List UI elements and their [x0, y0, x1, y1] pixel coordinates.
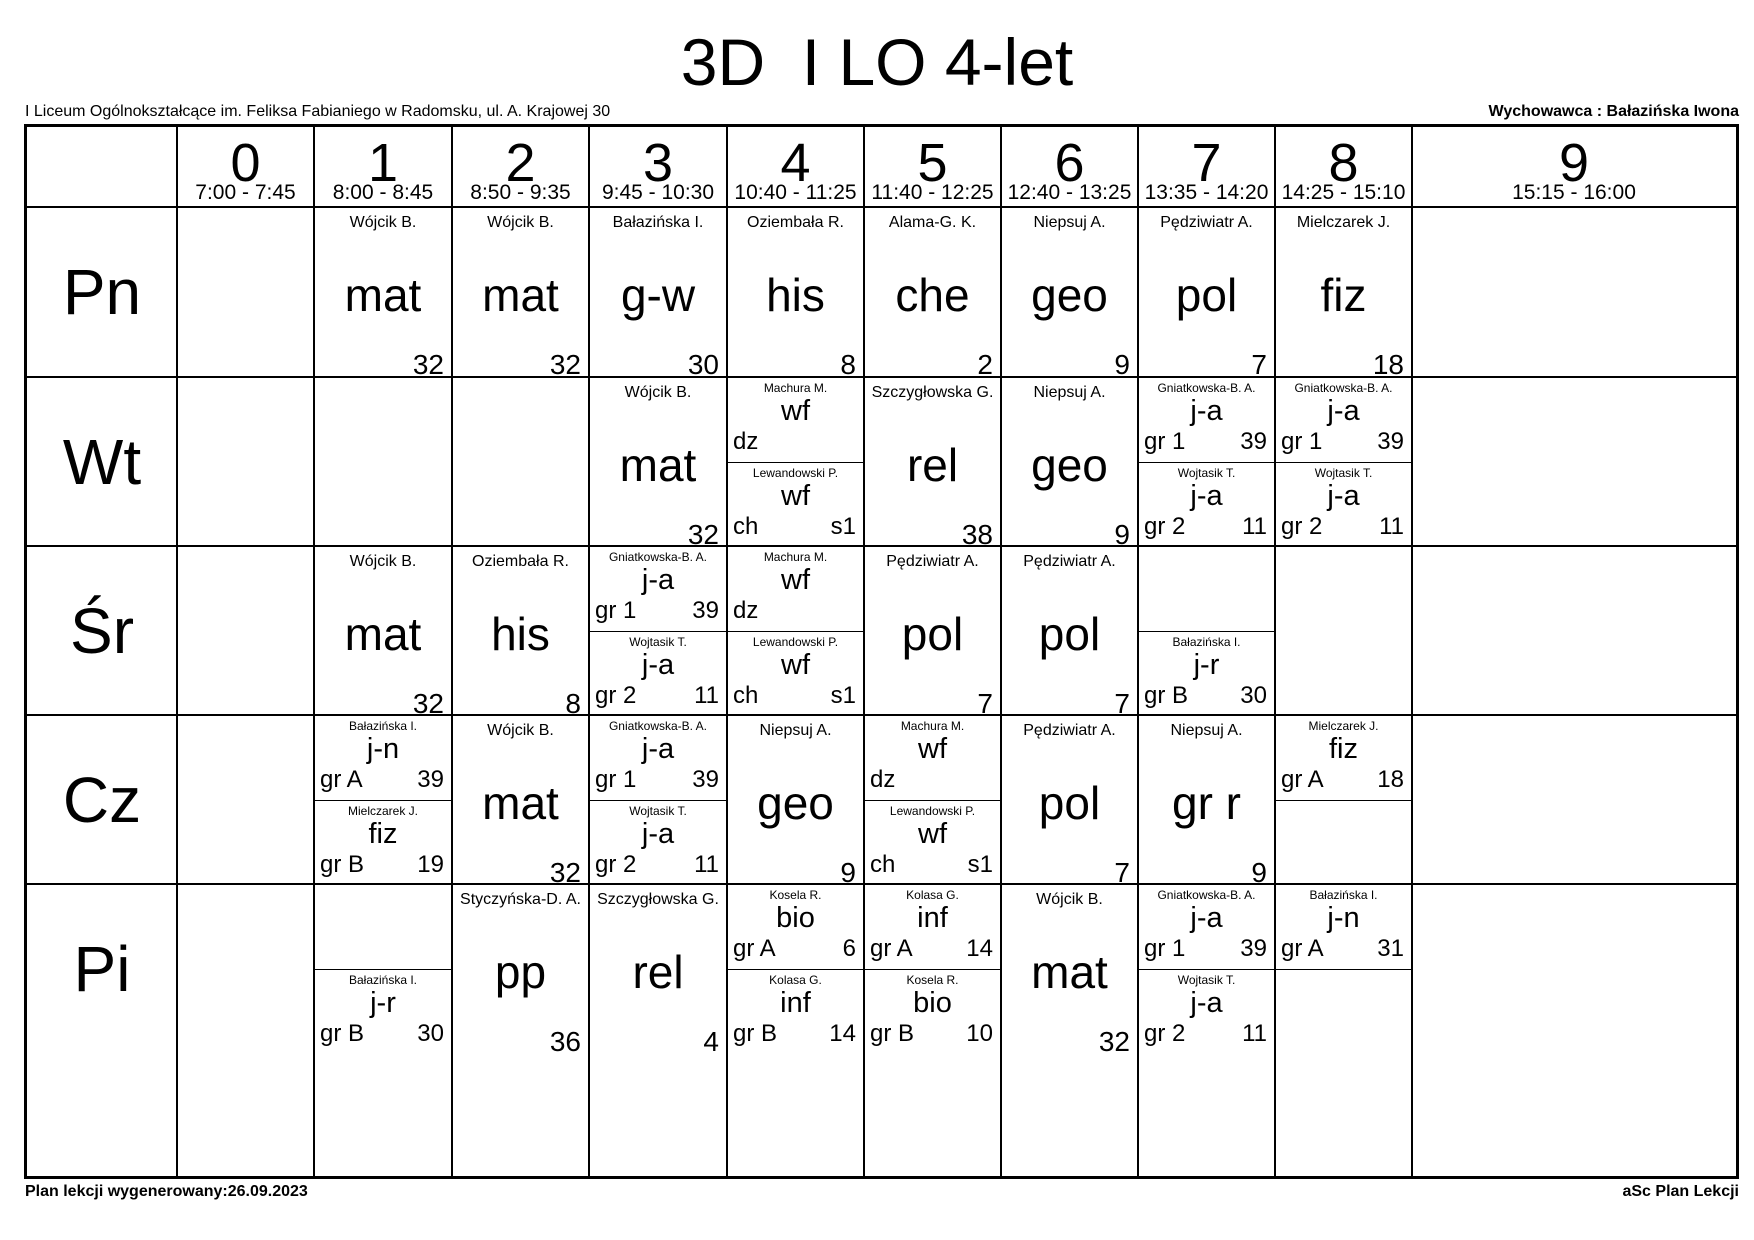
room-number: 9 — [1114, 349, 1130, 377]
group-name: ch — [870, 851, 896, 878]
room-number: 9 — [840, 857, 856, 884]
subject-name: j-a — [641, 818, 675, 850]
lesson-group-cell — [727, 462, 864, 547]
teacher-name: Wójcik B. — [349, 553, 417, 570]
period-header-4 — [727, 127, 864, 207]
group-name: gr 2 — [595, 851, 637, 878]
subject-name: j-r — [370, 987, 396, 1019]
room-number: 14 — [966, 935, 993, 962]
lesson-group-cell — [727, 631, 864, 716]
period-time: 15:15 - 16:00 — [1512, 181, 1636, 204]
lesson-group-cell — [864, 969, 1001, 1054]
teacher-name: Kolasa G. — [769, 973, 822, 987]
lesson-group-cell — [1138, 884, 1275, 969]
room-number: 39 — [692, 766, 719, 793]
lesson-cell — [589, 207, 727, 377]
room-number: 18 — [1377, 766, 1404, 793]
timetable-grid — [24, 124, 1739, 1179]
subject-name: mat — [344, 608, 422, 660]
teacher-name: Szczygłowska G. — [597, 891, 719, 908]
room-number: 30 — [417, 1020, 444, 1047]
group-name: gr A — [320, 766, 363, 793]
teacher-name: Wojtasik T. — [1177, 466, 1236, 480]
subject-name: mat — [482, 269, 559, 321]
lesson-group-cell — [589, 631, 727, 716]
subject-name: j-a — [1190, 395, 1223, 427]
room-number: 7 — [977, 688, 993, 715]
group-name: gr 1 — [595, 597, 637, 624]
room-number: 11 — [1379, 513, 1404, 540]
lesson-cell — [589, 884, 727, 1054]
lesson-group-cell — [314, 715, 452, 800]
teacher-name: Wójcik B. — [349, 214, 417, 231]
subject-name: wf — [781, 649, 810, 681]
subject-name: fiz — [368, 818, 398, 850]
period-time: 9:45 - 10:30 — [601, 181, 715, 204]
teacher-name: Kosela R. — [769, 888, 822, 902]
teacher-name: Alama-G. K. — [888, 214, 977, 231]
room-number: 11 — [694, 851, 719, 878]
lesson-group-cell — [589, 800, 727, 885]
room-number: 11 — [1242, 1020, 1267, 1047]
period-header-2 — [452, 127, 589, 207]
group-name: dz — [733, 428, 759, 455]
room-number: 32 — [687, 519, 719, 546]
room-number: 8 — [565, 688, 581, 715]
period-time: 8:00 - 8:45 — [332, 181, 434, 204]
subject-name: wf — [918, 818, 947, 850]
lesson-cell — [1001, 377, 1138, 546]
lesson-group-cell — [1275, 462, 1412, 547]
lesson-group-cell — [1138, 462, 1275, 547]
teacher-name: Pędziwiatr A. — [1160, 214, 1253, 231]
lesson-cell — [1001, 884, 1138, 1054]
period-header-3 — [589, 127, 727, 207]
group-name: gr 2 — [1144, 513, 1186, 540]
group-name: gr B — [733, 1020, 778, 1047]
room-number: s1 — [830, 682, 856, 709]
lesson-group-cell — [1275, 884, 1412, 969]
room-number: 11 — [1242, 513, 1267, 540]
teacher-name: Mielczarek J. — [1308, 719, 1379, 733]
room-number: 32 — [549, 857, 581, 884]
period-header-8 — [1275, 127, 1412, 207]
group-name: gr 1 — [1144, 935, 1186, 962]
room-number: 4 — [703, 1026, 719, 1054]
period-number: 8 — [1328, 133, 1359, 193]
room-number: s1 — [830, 513, 856, 540]
room-number: 6 — [842, 935, 856, 962]
period-header-5 — [864, 127, 1001, 207]
software-name: aSc Plan Lekcji — [1622, 1183, 1739, 1200]
period-header-0 — [177, 127, 314, 207]
subject-name: geo — [1031, 439, 1108, 491]
teacher-name: Lewandowski P. — [889, 804, 976, 818]
lesson-group-cell — [1138, 377, 1275, 462]
teacher-name: Gniatkowska-B. A. — [608, 550, 708, 564]
teacher-name: Wójcik B. — [487, 214, 554, 231]
subject-name: mat — [1031, 946, 1108, 998]
room-number: 7 — [1114, 857, 1130, 884]
lesson-group-cell — [727, 377, 864, 462]
lesson-cell — [727, 715, 864, 884]
subject-name: wf — [781, 395, 810, 427]
lesson-cell — [452, 884, 589, 1054]
lesson-cell — [1001, 546, 1138, 715]
subject-name: j-a — [1190, 480, 1223, 512]
day-label-Pi: Pi — [73, 933, 131, 1005]
group-name: gr B — [870, 1020, 915, 1047]
lesson-group-cell — [727, 969, 864, 1054]
subject-name: wf — [918, 733, 947, 765]
room-number: 39 — [1240, 935, 1267, 962]
room-number: 19 — [417, 851, 444, 878]
subject-name: pol — [1175, 269, 1238, 321]
subject-name: rel — [632, 946, 684, 998]
subject-name: pol — [1038, 608, 1101, 660]
subject-name: j-a — [641, 649, 675, 681]
lesson-group-cell — [727, 884, 864, 969]
lesson-cell — [589, 377, 727, 546]
teacher-name: Pędziwiatr A. — [1023, 722, 1116, 739]
subject-name: j-a — [1190, 902, 1223, 934]
subject-name: mat — [344, 269, 422, 321]
teacher-name: Niepsuj A. — [1033, 214, 1106, 231]
teacher-name: Bałazińska I. — [1309, 888, 1378, 902]
subject-name: j-n — [1327, 902, 1360, 934]
subject-name: g-w — [620, 269, 696, 321]
subject-name: j-a — [1327, 480, 1360, 512]
group-name: gr A — [1281, 935, 1324, 962]
subject-name: j-a — [641, 733, 675, 765]
room-number: 32 — [412, 349, 444, 377]
period-number: 5 — [917, 133, 948, 193]
teacher-name: Wójcik B. — [624, 384, 692, 401]
subject-name: pp — [494, 946, 547, 998]
room-number: 9 — [1251, 857, 1267, 884]
period-number: 3 — [642, 133, 674, 193]
period-time: 14:25 - 15:10 — [1281, 181, 1406, 204]
subject-name: his — [491, 608, 550, 660]
teacher-name: Bałazińska I. — [1172, 635, 1241, 649]
subject-name: geo — [757, 777, 834, 829]
lesson-cell — [864, 546, 1001, 715]
teacher-name: Kosela R. — [906, 973, 959, 987]
teacher-name: Wojtasik T. — [629, 635, 687, 649]
lesson-cell — [452, 715, 589, 884]
school-name: I Liceum Ogólnokształcące im. Feliksa Fabianiego w Radomsku, ul. A. Krajowej 30 — [25, 103, 611, 120]
lesson-cell — [452, 207, 589, 377]
period-header-1 — [314, 127, 452, 207]
day-label-Wt: Wt — [62, 425, 142, 498]
period-number: 6 — [1054, 133, 1085, 193]
lesson-cell — [864, 207, 1001, 377]
room-number: 38 — [961, 519, 993, 546]
group-name: gr A — [870, 935, 913, 962]
period-number: 7 — [1191, 133, 1222, 193]
subject-name: fiz — [1320, 269, 1367, 321]
subject-name: wf — [781, 480, 810, 512]
teacher-name: Szczygłowska G. — [871, 384, 994, 401]
subject-name: gr r — [1172, 777, 1241, 829]
teacher-name: Gniatkowska-B. A. — [608, 719, 708, 733]
teacher-name: Machura M. — [763, 550, 828, 564]
period-number: 0 — [230, 133, 261, 193]
subject-name: inf — [917, 902, 948, 934]
teacher-name: Lewandowski P. — [752, 635, 839, 649]
teacher-name: Niepsuj A. — [1033, 384, 1106, 401]
room-number: 11 — [694, 682, 719, 709]
lesson-group-cell — [864, 715, 1001, 800]
room-number: 39 — [692, 597, 719, 624]
group-name: gr 1 — [1144, 428, 1186, 455]
lesson-cell — [727, 207, 864, 377]
teacher-name: Bałazińska I. — [348, 973, 418, 987]
period-time: 11:40 - 12:25 — [871, 181, 994, 204]
subject-name: rel — [906, 439, 959, 491]
lesson-cell — [1001, 207, 1138, 377]
room-number: 36 — [549, 1026, 581, 1054]
period-header-6 — [1001, 127, 1138, 207]
group-name: gr B — [320, 1020, 365, 1047]
lesson-group-cell — [314, 969, 452, 1054]
timetable-title: 3D I LO 4-let — [680, 25, 1074, 99]
lesson-cell — [1275, 207, 1412, 377]
room-number: 7 — [1114, 688, 1130, 715]
subject-name: j-a — [1190, 987, 1223, 1019]
period-time: 13:35 - 14:20 — [1144, 181, 1269, 204]
day-label-Cz: Cz — [62, 763, 142, 836]
day-label-Pn: Pn — [62, 256, 142, 328]
teacher-name: Wojtasik T. — [1314, 466, 1373, 480]
room-number: s1 — [967, 851, 993, 878]
room-number: 30 — [1240, 682, 1267, 709]
group-name: dz — [870, 766, 896, 793]
teacher-name: Mielczarek J. — [347, 804, 418, 818]
subject-name: wf — [781, 564, 810, 596]
split-divider — [1275, 969, 1412, 970]
lesson-cell — [452, 546, 589, 715]
group-name: gr 2 — [595, 682, 637, 709]
teacher-name: Gniatkowska-B. A. — [1157, 888, 1256, 902]
room-number: 8 — [840, 349, 856, 377]
lesson-group-cell — [1138, 631, 1275, 716]
lesson-group-cell — [1275, 377, 1412, 462]
teacher-name: Kolasa G. — [906, 888, 959, 902]
room-number: 18 — [1372, 349, 1404, 377]
group-name: ch — [733, 682, 759, 709]
teacher-name: Machura M. — [900, 719, 965, 733]
teacher-name: Wojtasik T. — [1177, 973, 1236, 987]
room-number: 7 — [1251, 349, 1267, 377]
subject-name: che — [895, 269, 970, 321]
teacher-name: Wójcik B. — [487, 722, 554, 739]
group-name: gr 1 — [595, 766, 637, 793]
lesson-group-cell — [864, 884, 1001, 969]
subject-name: inf — [780, 987, 811, 1019]
group-name: gr 2 — [1144, 1020, 1186, 1047]
lesson-cell — [864, 377, 1001, 546]
teacher-name: Niepsuj A. — [759, 722, 832, 739]
period-time: 12:40 - 13:25 — [1007, 181, 1132, 204]
subject-name: j-a — [641, 564, 675, 596]
lesson-cell — [1001, 715, 1138, 884]
group-name: gr 2 — [1281, 513, 1323, 540]
lesson-group-cell — [314, 800, 452, 885]
subject-name: pol — [901, 608, 964, 660]
subject-name: fiz — [1329, 733, 1358, 765]
group-name: gr B — [320, 851, 365, 878]
teacher-name: Pędziwiatr A. — [886, 553, 979, 570]
room-number: 39 — [1240, 428, 1267, 455]
period-time: 7:00 - 7:45 — [195, 181, 296, 204]
lesson-group-cell — [589, 715, 727, 800]
room-number: 9 — [1114, 519, 1130, 546]
teacher-name: Oziembała R. — [472, 553, 569, 570]
lesson-group-cell — [727, 546, 864, 631]
lesson-group-cell — [1275, 715, 1412, 800]
subject-name: j-n — [366, 733, 400, 765]
group-name: ch — [733, 513, 759, 540]
lesson-group-cell — [1138, 969, 1275, 1054]
teacher-name: Pędziwiatr A. — [1023, 553, 1116, 570]
room-number: 31 — [1377, 935, 1404, 962]
room-number: 30 — [687, 349, 719, 377]
room-number: 39 — [417, 766, 444, 793]
period-time: 8:50 - 9:35 — [470, 181, 571, 204]
period-number: 1 — [367, 133, 399, 193]
group-name: gr A — [733, 935, 776, 962]
subject-name: his — [766, 269, 825, 321]
period-number: 4 — [780, 133, 811, 193]
group-name: gr B — [1144, 682, 1189, 709]
subject-name: mat — [619, 439, 697, 491]
room-number: 10 — [966, 1020, 993, 1047]
subject-name: j-a — [1327, 395, 1360, 427]
room-number: 32 — [549, 349, 581, 377]
teacher-name: Wójcik B. — [1036, 891, 1103, 908]
teacher-name: Mielczarek J. — [1296, 214, 1391, 231]
teacher-name: Wojtasik T. — [629, 804, 687, 818]
room-number: 32 — [412, 688, 444, 715]
split-divider — [1275, 800, 1412, 801]
teacher-name: Gniatkowska-B. A. — [1157, 381, 1256, 395]
period-time: 10:40 - 11:25 — [734, 181, 857, 204]
lesson-group-cell — [589, 546, 727, 631]
group-name: gr 1 — [1281, 428, 1323, 455]
form-teacher: Wychowawca : Bałazińska Iwona — [1488, 103, 1739, 120]
subject-name: bio — [913, 987, 952, 1019]
teacher-name: Styczyńska-D. A. — [460, 891, 581, 908]
room-number: 39 — [1377, 428, 1404, 455]
day-label-Śr: Śr — [70, 594, 134, 667]
teacher-name: Machura M. — [763, 381, 828, 395]
teacher-name: Niepsuj A. — [1170, 722, 1243, 739]
lesson-cell — [1138, 207, 1275, 377]
subject-name: mat — [482, 777, 559, 829]
room-number: 2 — [977, 349, 993, 377]
subject-name: geo — [1031, 269, 1108, 321]
room-number: 32 — [1098, 1026, 1130, 1054]
room-number: 14 — [829, 1020, 856, 1047]
subject-name: j-r — [1193, 649, 1220, 681]
subject-name: pol — [1038, 777, 1101, 829]
teacher-name: Oziembała R. — [747, 214, 844, 231]
group-name: dz — [733, 597, 759, 624]
teacher-name: Bałazińska I. — [612, 214, 704, 231]
generated-date: Plan lekcji wygenerowany:26.09.2023 — [25, 1183, 308, 1200]
period-number: 2 — [505, 133, 536, 193]
lesson-cell — [314, 207, 452, 377]
period-header-9 — [1412, 127, 1736, 207]
teacher-name: Bałazińska I. — [348, 719, 418, 733]
group-name: gr A — [1281, 766, 1324, 793]
period-number: 9 — [1558, 133, 1590, 193]
period-header-7 — [1138, 127, 1275, 207]
lesson-cell — [314, 546, 452, 715]
teacher-name: Gniatkowska-B. A. — [1294, 381, 1393, 395]
lesson-group-cell — [864, 800, 1001, 885]
teacher-name: Lewandowski P. — [752, 466, 839, 480]
lesson-cell — [1138, 715, 1275, 884]
subject-name: bio — [776, 902, 815, 934]
